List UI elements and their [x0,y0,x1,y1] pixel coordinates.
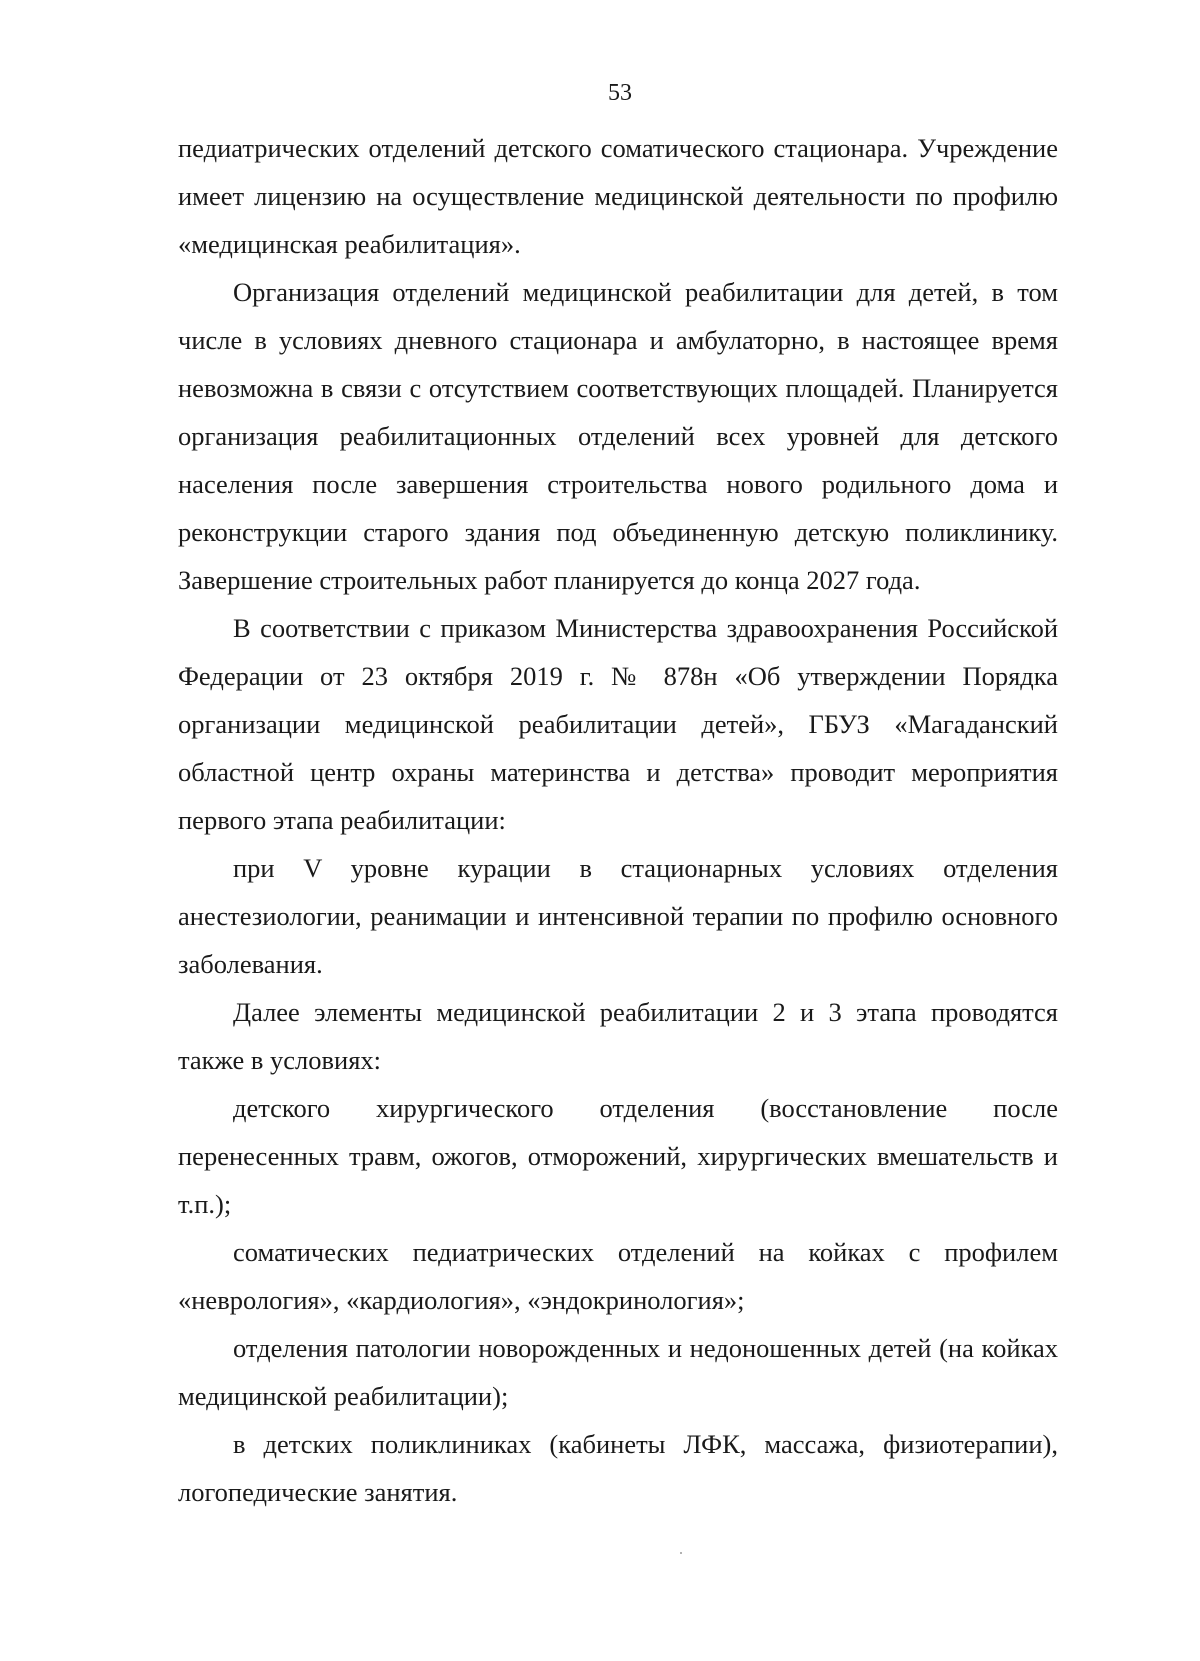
paragraph-polyclinics: в детских поликлиниках (кабинеты ЛФК, массажа, физиотерапии), логопедические занятия. [178,1429,1058,1507]
paragraph-continuation: педиатрических отделений детского соматического стационара. Учреждение имеет лицензию на осуществление медицинской деятельности по профилю «медицинская реабилитация». [178,133,1058,259]
paragraph-surgical-department: детского хирургического отделения (восстановление после перенесенных травм, ожогов, отморожений, хирургических вмешательств и т.п.); [178,1093,1058,1219]
paragraph-stages-intro: Далее элементы медицинской реабилитации 2 и 3 этапа проводятся также в условиях: [178,997,1058,1075]
paragraph-newborn-pathology: отделения патологии новорожденных и недоношенных детей (на койках медицинской реабилитации); [178,1333,1058,1411]
paragraph-ministry-order: В соответствии с приказом Министерства здравоохранения Российской Федерации от 23 октября 2019 г. № 878н «Об утверждении Порядка организации медицинской реабилитации детей», ГБУЗ «Магаданский областной центр охраны материнства и детства» проводит мероприятия первого этапа реабилитации: [178,613,1058,835]
page-number: 53 [608,80,632,106]
paragraph-somatic-departments: соматических педиатрических отделений на койках с профилем «неврология», «кардиология», «эндокринология»; [178,1237,1058,1315]
document-body [178,124,1058,1516]
paragraph-curation-level: при V уровне курации в стационарных условиях отделения анестезиологии, реанимации и интенсивной терапии по профилю основного заболевания. [178,853,1058,979]
paragraph-rehab-organization: Организация отделений медицинской реабилитации для детей, в том числе в условиях дневного стационара и амбулаторно, в настоящее время невозможна в связи с отсутствием соответствующих площадей. Планируется организация реабилитационных отделений всех уровней для детского населения после завершения строительства нового родильного дома и реконструкции старого здания под объединенную детскую поликлинику. Завершение строительных работ планируется до конца 2027 года. [178,277,1058,595]
scan-speck [680,1552,682,1554]
